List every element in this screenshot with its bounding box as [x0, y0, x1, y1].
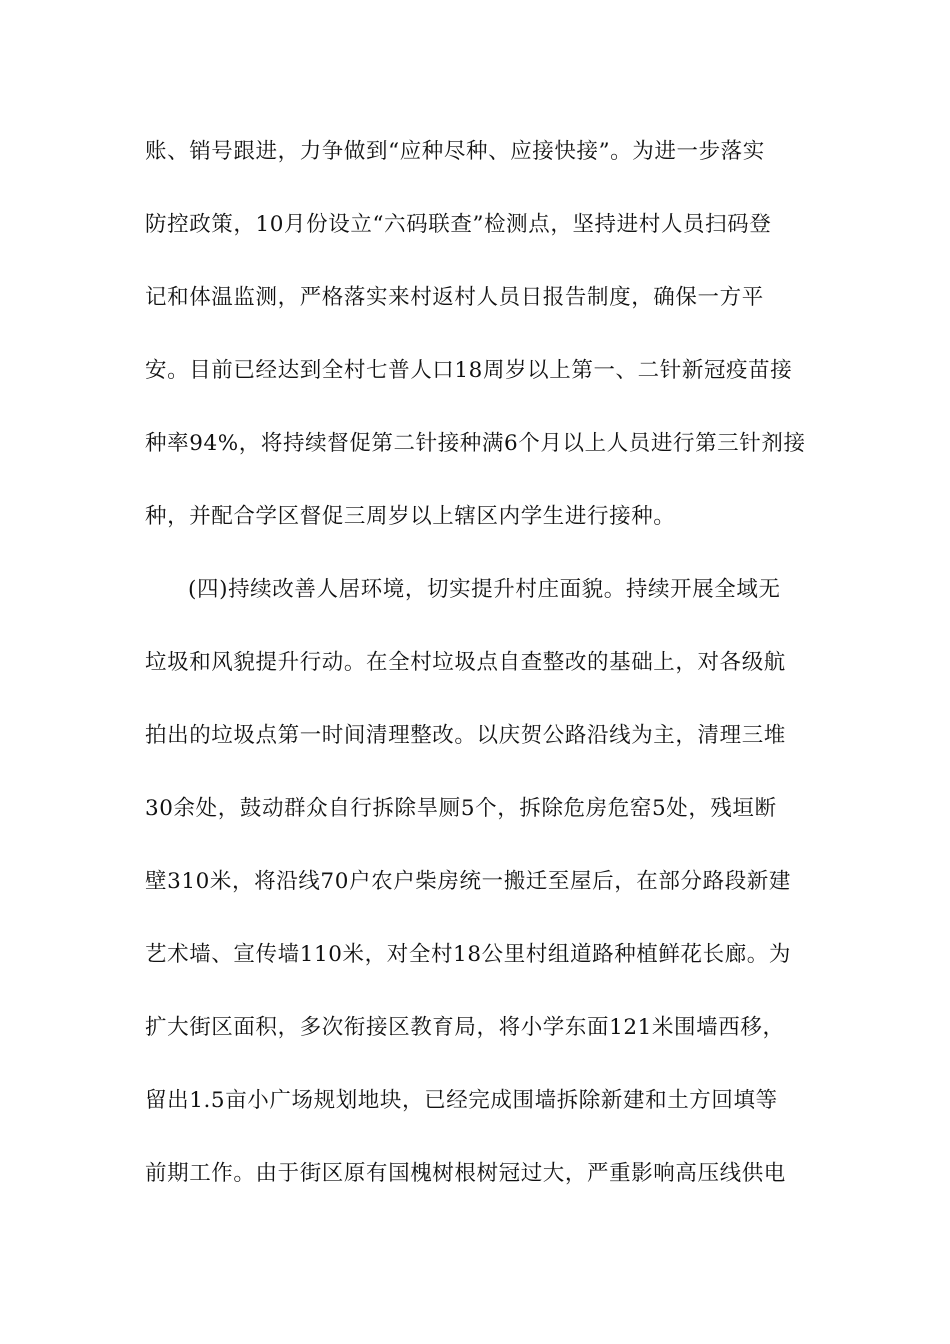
text-line: 防控政策，10月份设立“六码联查”检测点，坚持进村人员扫码登	[145, 212, 772, 237]
text-line: 安。目前已经达到全村七普人口18周岁以上第一、二针新冠疫苗接	[145, 358, 793, 383]
text-line: 记和体温监测，严格落实来村返村人员日报告制度，确保一方平	[145, 285, 764, 310]
text-line: 壁310米，将沿线70户农户柴房统一搬迁至屋后，在部分路段新建	[145, 869, 791, 894]
text-line: 扩大街区面积，多次衔接区教育局，将小学东面121米围墙西移，	[145, 1015, 785, 1040]
text-line: 留出1.5亩小广场规划地块，已经完成围墙拆除新建和土方回填等	[145, 1088, 778, 1113]
text-line: 垃圾和风貌提升行动。在全村垃圾点自查整改的基础上，对各级航	[145, 650, 786, 675]
text-line: 艺术墙、宣传墙110米，对全村18公里村组道路种植鲜花长廊。为	[145, 942, 791, 967]
text-line: 前期工作。由于街区原有国槐树根树冠过大，严重影响高压线供电	[145, 1161, 786, 1186]
text-line: 种率94%，将持续督促第二针接种满6个月以上人员进行第三针剂接	[145, 431, 806, 456]
text-line: 30余处，鼓动群众自行拆除旱厕5个，拆除危房危窑5处，残垣断	[145, 796, 777, 821]
text-line: 账、销号跟进，力争做到“应种尽种、应接快接”。为进一步落实	[145, 139, 765, 164]
paragraph-heading-line: (四)持续改善人居环境，切实提升村庄面貌。持续开展全域无	[188, 577, 781, 602]
text-line: 拍出的垃圾点第一时间清理整改。以庆贺公路沿线为主，清理三堆	[145, 723, 786, 748]
text-line: 种，并配合学区督促三周岁以上辖区内学生进行接种。	[145, 504, 676, 529]
